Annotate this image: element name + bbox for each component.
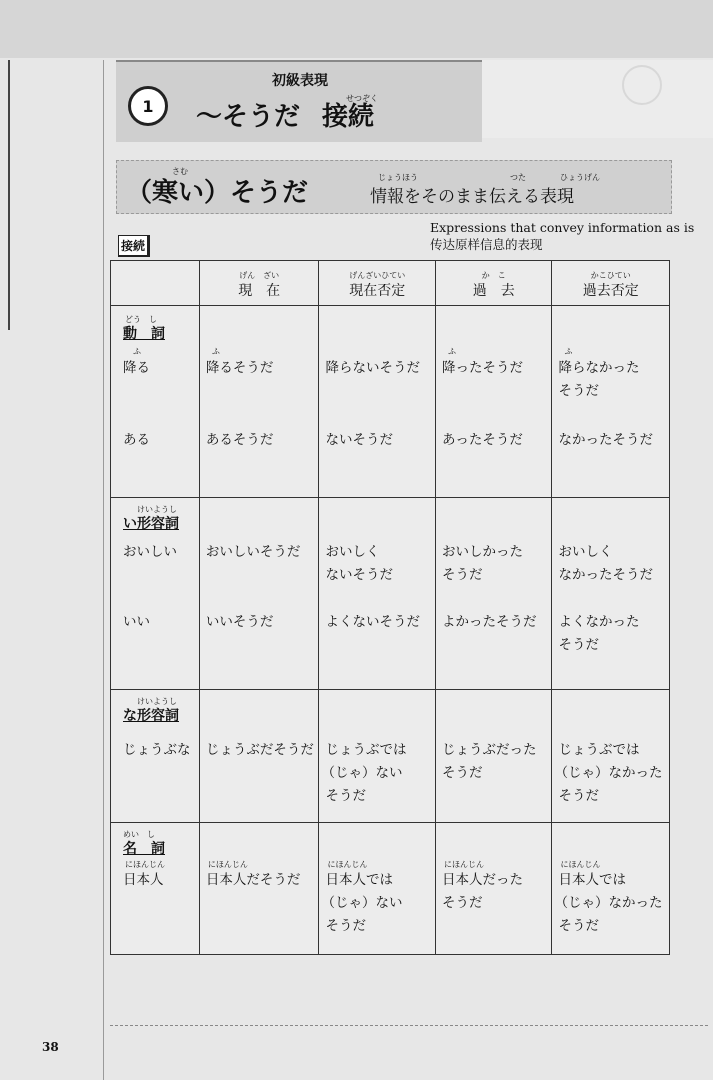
table-cell <box>199 690 319 823</box>
column-ruby: かこひてい <box>590 270 631 280</box>
category-ruby: けいようし <box>137 697 177 706</box>
cell-text: そうだ <box>558 918 599 934</box>
pattern-ruby: さむ <box>172 167 188 176</box>
column-label: 現 在 <box>238 282 281 299</box>
table-cell <box>552 690 670 823</box>
cell-ruby: ふ <box>447 347 456 356</box>
margin-rule <box>8 60 10 330</box>
cell-text: そうだ <box>441 567 483 583</box>
word-ruby: にほんじん <box>125 860 165 869</box>
cell-text: そうだ <box>558 637 599 653</box>
cell-text: じょうぶでは <box>558 742 640 758</box>
category-cell <box>111 823 200 955</box>
category-cell <box>111 498 200 690</box>
table-cell <box>435 498 552 690</box>
conjugation-table <box>110 260 670 955</box>
category-label: い形容詞 <box>123 516 179 532</box>
cell-text: ないそうだ <box>325 432 393 448</box>
ruby-joho: じょうほう <box>378 173 418 182</box>
header-right-panel <box>482 60 713 138</box>
category-label: 動 詞 <box>123 326 165 342</box>
title-main: ～そうだ <box>196 102 301 132</box>
cell-text: そうだ <box>441 895 483 911</box>
table-header-row <box>111 261 670 306</box>
table-cell <box>435 306 552 498</box>
faint-circle-icon <box>622 65 662 105</box>
cell-ruby: ふ <box>211 347 220 356</box>
cell-text: ないそうだ <box>325 567 393 583</box>
word-label: じょうぶな <box>123 742 191 758</box>
column-header <box>552 261 670 306</box>
cell-text: よかったそうだ <box>441 614 537 630</box>
cell-text: じょうぶだそうだ <box>205 742 314 758</box>
column-header <box>435 261 552 306</box>
ruby-hyogen: ひょうげん <box>560 173 600 182</box>
cell-text: 日本人だそうだ <box>205 872 301 888</box>
corner-cell <box>111 261 200 306</box>
cell-ruby: ふ <box>564 347 573 356</box>
section-number-badge: 1 <box>128 86 168 126</box>
column-label: 過 去 <box>472 282 515 299</box>
category-label: な形容詞 <box>123 708 179 724</box>
column-ruby: げん ざい <box>239 270 280 280</box>
table-cell <box>199 306 319 498</box>
cell-text: 日本人だった <box>441 872 523 888</box>
table-cell <box>199 823 319 955</box>
english-gloss: Expressions that convey information as is <box>430 220 695 235</box>
column-header <box>319 261 436 306</box>
word-label: 日本人 <box>123 872 164 888</box>
pattern-description: 情報をそのまま伝える表現 <box>370 187 574 207</box>
column-label: 現在否定 <box>349 282 406 299</box>
cell-ruby: にほんじん <box>560 860 601 869</box>
word-ruby: ふ <box>133 347 141 356</box>
cell-text: そうだ <box>441 765 483 781</box>
top-band <box>0 0 713 58</box>
bottom-divider <box>110 1025 708 1026</box>
cell-text: そうだ <box>558 788 599 804</box>
table-cell <box>319 498 436 690</box>
table-row-nouns <box>111 823 670 955</box>
table-cell <box>435 823 552 955</box>
category-ruby: どう し <box>125 315 157 324</box>
title-suffix: 接続 <box>322 102 375 132</box>
cell-text: いいそうだ <box>205 614 274 630</box>
word-label: いい <box>123 614 150 630</box>
category-ruby: めい し <box>123 830 155 839</box>
table-row-i-adjectives <box>111 498 670 690</box>
cell-text: じょうぶだった <box>441 742 537 758</box>
column-ruby: か こ <box>481 270 506 280</box>
cell-text: じょうぶでは <box>325 742 407 758</box>
table-cell <box>319 690 436 823</box>
cell-text: そうだ <box>325 918 366 934</box>
cell-text: そうだ <box>325 788 366 804</box>
cell-text: 日本人では <box>325 872 393 888</box>
cell-ruby: にほんじん <box>443 860 484 869</box>
table-cell <box>552 306 670 498</box>
cell-text: なかったそうだ <box>558 567 653 583</box>
cell-text: （じゃ）ない <box>321 895 403 911</box>
category-cell <box>111 306 200 498</box>
section-label: 初級表現 <box>272 73 328 89</box>
table-cell <box>435 690 552 823</box>
cell-text: （じゃ）なかった <box>554 765 663 781</box>
table-cell <box>552 823 670 955</box>
connection-badge: 接続 <box>118 235 150 257</box>
cell-text: おいしく <box>325 544 380 560</box>
cell-text: 降るそうだ <box>205 360 274 376</box>
cell-text: （じゃ）ない <box>321 765 403 781</box>
table-row-verbs <box>111 306 670 498</box>
column-ruby: げんざいひてい <box>349 270 406 280</box>
page-title <box>196 96 374 133</box>
word-label: おいしい <box>123 544 177 560</box>
column-header <box>199 261 319 306</box>
cell-text: おいしく <box>558 544 613 560</box>
ruby-tsuta: つた <box>510 173 526 182</box>
cell-text: なかったそうだ <box>558 432 653 448</box>
page-number: 38 <box>42 1040 59 1054</box>
cell-text: 降ったそうだ <box>441 360 523 376</box>
cell-text: （じゃ）なかった <box>554 895 663 911</box>
title-ruby: せつぞく <box>346 94 378 103</box>
cell-ruby: にほんじん <box>327 860 368 869</box>
cell-text: 日本人では <box>558 872 626 888</box>
spine-line <box>103 60 104 1080</box>
column-label: 過去否定 <box>582 282 639 299</box>
cell-text: 降らないそうだ <box>325 360 420 376</box>
table-cell <box>199 498 319 690</box>
cell-text: よくないそうだ <box>325 614 420 630</box>
cell-text: おいしかった <box>441 544 523 560</box>
cell-text: おいしいそうだ <box>205 544 301 560</box>
chinese-gloss: 传达原样信息的表现 <box>430 237 543 252</box>
pattern-title: （寒い）そうだ <box>126 178 309 208</box>
table-row-na-adjectives <box>111 690 670 823</box>
table-cell <box>319 306 436 498</box>
word-label: ある <box>123 432 150 448</box>
cell-text: よくなかった <box>558 614 640 630</box>
cell-text: あるそうだ <box>205 432 274 448</box>
category-ruby: けいようし <box>137 505 177 514</box>
table-cell <box>319 823 436 955</box>
category-cell <box>111 690 200 823</box>
cell-text: そうだ <box>558 383 599 399</box>
word-label: 降る <box>123 360 150 376</box>
cell-ruby: にほんじん <box>207 860 248 869</box>
cell-text: 降らなかった <box>558 360 640 376</box>
category-label: 名 詞 <box>123 841 165 857</box>
table-cell <box>552 498 670 690</box>
cell-text: あったそうだ <box>441 432 523 448</box>
